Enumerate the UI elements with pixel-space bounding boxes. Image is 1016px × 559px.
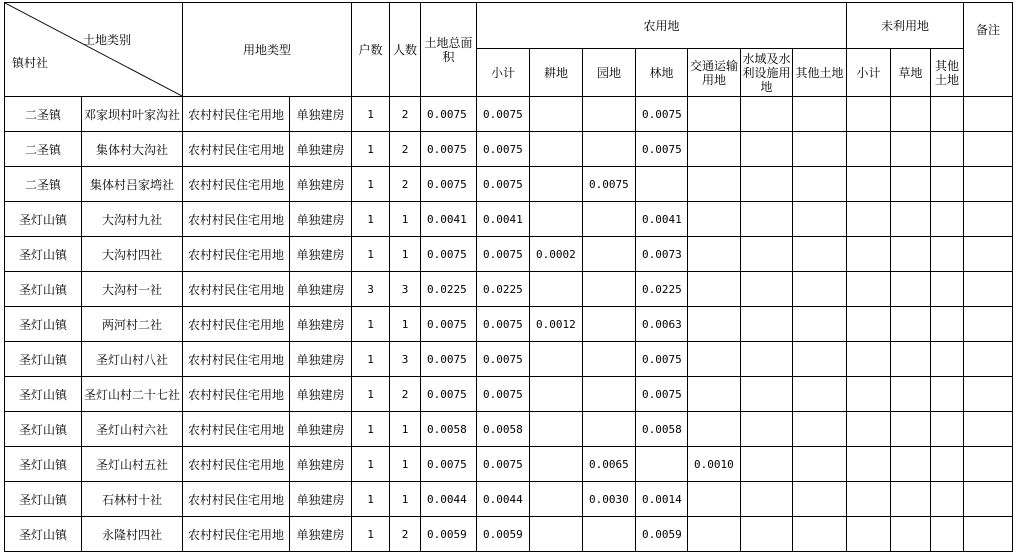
header-remarks: 备注: [964, 3, 1013, 97]
agri-subtotal-cell: 0.0041: [477, 202, 530, 237]
total-area-cell: 0.0075: [421, 97, 477, 132]
village-cell: 圣灯山村二十七社: [82, 377, 183, 412]
grass-cell: [891, 97, 931, 132]
cultivated-cell: [530, 377, 583, 412]
garden-cell: [583, 272, 636, 307]
forest-cell: 0.0014: [636, 482, 688, 517]
table-row: [5, 342, 1013, 377]
village-cell: 圣灯山村六社: [82, 412, 183, 447]
total-area-cell: 0.0044: [421, 482, 477, 517]
village-cell: 两河村二社: [82, 307, 183, 342]
people-cell: 1: [390, 307, 421, 342]
cultivated-cell: [530, 132, 583, 167]
unused-subtotal-cell: [847, 132, 891, 167]
header-agri-subtotal: 小计: [477, 49, 530, 97]
garden-cell: 0.0065: [583, 447, 636, 482]
forest-cell: [636, 167, 688, 202]
header-transport: 交通运输用地: [688, 49, 741, 97]
unused-other-cell: [931, 447, 964, 482]
households-cell: 1: [352, 167, 390, 202]
other-land-cell: [793, 412, 847, 447]
town-cell: 二圣镇: [5, 132, 82, 167]
people-cell: 2: [390, 517, 421, 552]
building-type-cell: 单独建房: [290, 412, 352, 447]
grass-cell: [891, 167, 931, 202]
agri-subtotal-cell: 0.0059: [477, 517, 530, 552]
households-cell: 1: [352, 412, 390, 447]
unused-subtotal-cell: [847, 202, 891, 237]
households-cell: 1: [352, 202, 390, 237]
diagonal-header-cell: [5, 3, 183, 97]
land-use-cell: 农村村民住宅用地: [183, 307, 290, 342]
grass-cell: [891, 272, 931, 307]
village-cell: 大沟村四社: [82, 237, 183, 272]
agri-subtotal-cell: 0.0225: [477, 272, 530, 307]
unused-subtotal-cell: [847, 342, 891, 377]
town-cell: 二圣镇: [5, 167, 82, 202]
agri-subtotal-cell: 0.0075: [477, 97, 530, 132]
other-land-cell: [793, 377, 847, 412]
table-row: [5, 482, 1013, 517]
households-cell: 1: [352, 517, 390, 552]
water-cell: [741, 132, 793, 167]
water-cell: [741, 342, 793, 377]
town-cell: 圣灯山镇: [5, 342, 82, 377]
header-water-facilities: 水域及水利设施用地: [741, 49, 793, 97]
remark-cell: [964, 412, 1013, 447]
forest-cell: 0.0073: [636, 237, 688, 272]
unused-other-cell: [931, 377, 964, 412]
header-garden: 园地: [583, 49, 636, 97]
people-cell: 2: [390, 167, 421, 202]
unused-other-cell: [931, 202, 964, 237]
header-unused-land: 未利用地: [847, 3, 964, 49]
transport-cell: [688, 482, 741, 517]
total-area-cell: 0.0075: [421, 132, 477, 167]
total-area-cell: 0.0058: [421, 412, 477, 447]
village-cell: 圣灯山村五社: [82, 447, 183, 482]
households-cell: 1: [352, 237, 390, 272]
unused-subtotal-cell: [847, 377, 891, 412]
table-row: [5, 202, 1013, 237]
land-use-cell: 农村村民住宅用地: [183, 132, 290, 167]
water-cell: [741, 202, 793, 237]
building-type-cell: 单独建房: [290, 517, 352, 552]
town-cell: 圣灯山镇: [5, 307, 82, 342]
grass-cell: [891, 517, 931, 552]
table-row: [5, 132, 1013, 167]
cultivated-cell: [530, 342, 583, 377]
total-area-cell: 0.0041: [421, 202, 477, 237]
people-cell: 2: [390, 377, 421, 412]
forest-cell: 0.0041: [636, 202, 688, 237]
building-type-cell: 单独建房: [290, 447, 352, 482]
unused-subtotal-cell: [847, 167, 891, 202]
header-land-use-type: 用地类型: [183, 3, 352, 97]
garden-cell: 0.0030: [583, 482, 636, 517]
town-cell: 圣灯山镇: [5, 237, 82, 272]
remark-cell: [964, 202, 1013, 237]
grass-cell: [891, 132, 931, 167]
land-use-cell: 农村村民住宅用地: [183, 97, 290, 132]
header-unused-other: 其他土地: [931, 49, 964, 97]
land-use-cell: 农村村民住宅用地: [183, 377, 290, 412]
header-land-category: 土地类别: [83, 33, 132, 47]
total-area-cell: 0.0075: [421, 447, 477, 482]
forest-cell: 0.0075: [636, 132, 688, 167]
water-cell: [741, 307, 793, 342]
building-type-cell: 单独建房: [290, 237, 352, 272]
total-area-cell: 0.0075: [421, 237, 477, 272]
total-area-cell: 0.0059: [421, 517, 477, 552]
building-type-cell: 单独建房: [290, 202, 352, 237]
agri-subtotal-cell: 0.0075: [477, 132, 530, 167]
forest-cell: 0.0058: [636, 412, 688, 447]
land-use-cell: 农村村民住宅用地: [183, 202, 290, 237]
transport-cell: [688, 202, 741, 237]
town-cell: 圣灯山镇: [5, 517, 82, 552]
total-area-cell: 0.0075: [421, 342, 477, 377]
forest-cell: 0.0075: [636, 377, 688, 412]
transport-cell: [688, 377, 741, 412]
land-use-cell: 农村村民住宅用地: [183, 237, 290, 272]
agri-subtotal-cell: 0.0075: [477, 237, 530, 272]
other-land-cell: [793, 447, 847, 482]
water-cell: [741, 237, 793, 272]
garden-cell: [583, 202, 636, 237]
header-unused-subtotal: 小计: [847, 49, 891, 97]
cultivated-cell: [530, 272, 583, 307]
remark-cell: [964, 132, 1013, 167]
agri-subtotal-cell: 0.0075: [477, 307, 530, 342]
grass-cell: [891, 342, 931, 377]
transport-cell: [688, 132, 741, 167]
households-cell: 1: [352, 307, 390, 342]
land-use-cell: 农村村民住宅用地: [183, 447, 290, 482]
remark-cell: [964, 272, 1013, 307]
forest-cell: [636, 447, 688, 482]
remark-cell: [964, 167, 1013, 202]
remark-cell: [964, 307, 1013, 342]
cultivated-cell: 0.0012: [530, 307, 583, 342]
other-land-cell: [793, 237, 847, 272]
remark-cell: [964, 237, 1013, 272]
garden-cell: [583, 132, 636, 167]
header-households: 户数: [352, 3, 390, 97]
remark-cell: [964, 482, 1013, 517]
unused-other-cell: [931, 342, 964, 377]
building-type-cell: 单独建房: [290, 307, 352, 342]
households-cell: 1: [352, 342, 390, 377]
households-cell: 1: [352, 482, 390, 517]
agri-subtotal-cell: 0.0075: [477, 167, 530, 202]
forest-cell: 0.0059: [636, 517, 688, 552]
table-row: [5, 167, 1013, 202]
transport-cell: [688, 342, 741, 377]
garden-cell: 0.0075: [583, 167, 636, 202]
forest-cell: 0.0075: [636, 97, 688, 132]
forest-cell: 0.0075: [636, 342, 688, 377]
grass-cell: [891, 447, 931, 482]
grass-cell: [891, 307, 931, 342]
building-type-cell: 单独建房: [290, 342, 352, 377]
table-row: [5, 307, 1013, 342]
header-agricultural-land: 农用地: [477, 3, 847, 49]
grass-cell: [891, 412, 931, 447]
total-area-cell: 0.0225: [421, 272, 477, 307]
water-cell: [741, 97, 793, 132]
other-land-cell: [793, 342, 847, 377]
transport-cell: [688, 517, 741, 552]
remark-cell: [964, 342, 1013, 377]
people-cell: 2: [390, 132, 421, 167]
people-cell: 1: [390, 482, 421, 517]
header-grassland: 草地: [891, 49, 931, 97]
unused-subtotal-cell: [847, 447, 891, 482]
households-cell: 3: [352, 272, 390, 307]
unused-subtotal-cell: [847, 412, 891, 447]
table-row: [5, 97, 1013, 132]
households-cell: 1: [352, 97, 390, 132]
total-area-cell: 0.0075: [421, 377, 477, 412]
remark-cell: [964, 377, 1013, 412]
header-forest: 林地: [636, 49, 688, 97]
households-cell: 1: [352, 132, 390, 167]
remark-cell: [964, 97, 1013, 132]
village-cell: 大沟村一社: [82, 272, 183, 307]
unused-other-cell: [931, 517, 964, 552]
other-land-cell: [793, 517, 847, 552]
other-land-cell: [793, 132, 847, 167]
people-cell: 3: [390, 272, 421, 307]
people-cell: 1: [390, 237, 421, 272]
diagonal-line: [5, 3, 182, 96]
unused-subtotal-cell: [847, 97, 891, 132]
grass-cell: [891, 202, 931, 237]
village-cell: 大沟村九社: [82, 202, 183, 237]
town-cell: 圣灯山镇: [5, 202, 82, 237]
forest-cell: 0.0225: [636, 272, 688, 307]
unused-subtotal-cell: [847, 517, 891, 552]
cultivated-cell: [530, 517, 583, 552]
unused-other-cell: [931, 482, 964, 517]
town-cell: 圣灯山镇: [5, 482, 82, 517]
cultivated-cell: [530, 482, 583, 517]
garden-cell: [583, 237, 636, 272]
village-cell: 圣灯山村八社: [82, 342, 183, 377]
cultivated-cell: [530, 167, 583, 202]
remark-cell: [964, 447, 1013, 482]
garden-cell: [583, 97, 636, 132]
header-people: 人数: [390, 3, 421, 97]
transport-cell: [688, 412, 741, 447]
table-row: [5, 237, 1013, 272]
grass-cell: [891, 377, 931, 412]
transport-cell: [688, 272, 741, 307]
people-cell: 1: [390, 447, 421, 482]
households-cell: 1: [352, 447, 390, 482]
land-use-cell: 农村村民住宅用地: [183, 517, 290, 552]
unused-other-cell: [931, 132, 964, 167]
unused-subtotal-cell: [847, 307, 891, 342]
people-cell: 3: [390, 342, 421, 377]
water-cell: [741, 517, 793, 552]
unused-subtotal-cell: [847, 237, 891, 272]
transport-cell: [688, 97, 741, 132]
building-type-cell: 单独建房: [290, 97, 352, 132]
land-use-cell: 农村村民住宅用地: [183, 342, 290, 377]
table-row: [5, 272, 1013, 307]
people-cell: 1: [390, 202, 421, 237]
town-cell: 圣灯山镇: [5, 447, 82, 482]
households-cell: 1: [352, 377, 390, 412]
other-land-cell: [793, 307, 847, 342]
village-cell: 邓家坝村叶家沟社: [82, 97, 183, 132]
garden-cell: [583, 412, 636, 447]
remark-cell: [964, 517, 1013, 552]
building-type-cell: 单独建房: [290, 272, 352, 307]
land-use-cell: 农村村民住宅用地: [183, 412, 290, 447]
header-town-village: 镇村社: [12, 56, 49, 70]
water-cell: [741, 167, 793, 202]
unused-subtotal-cell: [847, 482, 891, 517]
water-cell: [741, 272, 793, 307]
cultivated-cell: [530, 447, 583, 482]
transport-cell: 0.0010: [688, 447, 741, 482]
cultivated-cell: 0.0002: [530, 237, 583, 272]
other-land-cell: [793, 482, 847, 517]
land-use-cell: 农村村民住宅用地: [183, 167, 290, 202]
village-cell: 集体村吕家塆社: [82, 167, 183, 202]
village-cell: 永隆村四社: [82, 517, 183, 552]
building-type-cell: 单独建房: [290, 167, 352, 202]
agri-subtotal-cell: 0.0044: [477, 482, 530, 517]
unused-other-cell: [931, 237, 964, 272]
garden-cell: [583, 307, 636, 342]
cultivated-cell: [530, 412, 583, 447]
town-cell: 二圣镇: [5, 97, 82, 132]
unused-other-cell: [931, 307, 964, 342]
people-cell: 2: [390, 97, 421, 132]
land-use-table: [4, 2, 1013, 552]
transport-cell: [688, 237, 741, 272]
water-cell: [741, 412, 793, 447]
agri-subtotal-cell: 0.0058: [477, 412, 530, 447]
unused-other-cell: [931, 167, 964, 202]
garden-cell: [583, 342, 636, 377]
water-cell: [741, 447, 793, 482]
header-total-area: 土地总面积: [421, 3, 477, 97]
unused-subtotal-cell: [847, 272, 891, 307]
unused-other-cell: [931, 97, 964, 132]
town-cell: 圣灯山镇: [5, 272, 82, 307]
table-row: [5, 517, 1013, 552]
cultivated-cell: [530, 97, 583, 132]
grass-cell: [891, 482, 931, 517]
cultivated-cell: [530, 202, 583, 237]
transport-cell: [688, 307, 741, 342]
town-cell: 圣灯山镇: [5, 412, 82, 447]
garden-cell: [583, 377, 636, 412]
building-type-cell: 单独建房: [290, 132, 352, 167]
grass-cell: [891, 237, 931, 272]
garden-cell: [583, 517, 636, 552]
unused-other-cell: [931, 272, 964, 307]
water-cell: [741, 377, 793, 412]
table-row: [5, 412, 1013, 447]
header-cultivated: 耕地: [530, 49, 583, 97]
building-type-cell: 单独建房: [290, 482, 352, 517]
village-cell: 石林村十社: [82, 482, 183, 517]
header-other-land: 其他土地: [793, 49, 847, 97]
agri-subtotal-cell: 0.0075: [477, 377, 530, 412]
water-cell: [741, 482, 793, 517]
total-area-cell: 0.0075: [421, 167, 477, 202]
town-cell: 圣灯山镇: [5, 377, 82, 412]
forest-cell: 0.0063: [636, 307, 688, 342]
land-use-cell: 农村村民住宅用地: [183, 482, 290, 517]
transport-cell: [688, 167, 741, 202]
building-type-cell: 单独建房: [290, 377, 352, 412]
unused-other-cell: [931, 412, 964, 447]
other-land-cell: [793, 272, 847, 307]
other-land-cell: [793, 97, 847, 132]
table-body: [5, 97, 1013, 552]
table-row: [5, 447, 1013, 482]
other-land-cell: [793, 167, 847, 202]
other-land-cell: [793, 202, 847, 237]
land-use-cell: 农村村民住宅用地: [183, 272, 290, 307]
table-row: [5, 377, 1013, 412]
village-cell: 集体村大沟社: [82, 132, 183, 167]
agri-subtotal-cell: 0.0075: [477, 342, 530, 377]
people-cell: 1: [390, 412, 421, 447]
agri-subtotal-cell: 0.0075: [477, 447, 530, 482]
total-area-cell: 0.0075: [421, 307, 477, 342]
